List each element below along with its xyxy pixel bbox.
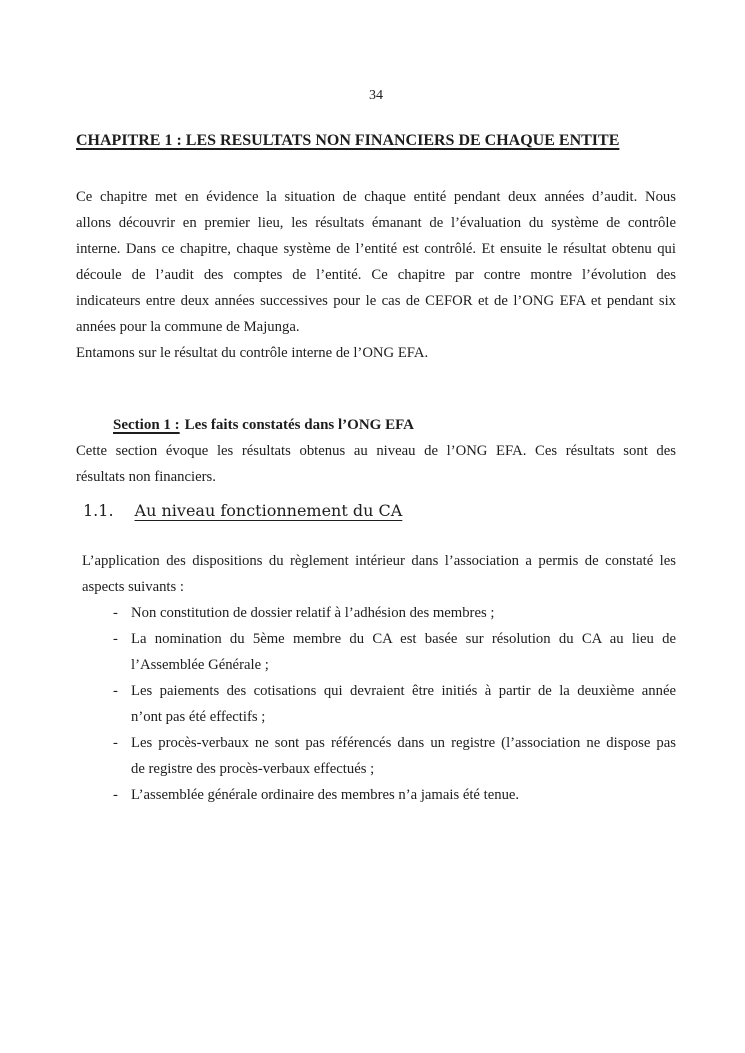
list-item-text bbox=[131, 600, 676, 626]
chapter-title-text: CHAPITRE 1 : LES RESULTATS NON FINANCIERS DE CHAQUE ENTITE bbox=[76, 132, 620, 149]
text-line: n’ont pas été effectifs ; bbox=[131, 709, 266, 725]
transition-paragraph: Entamons sur le résultat du contrôle interne de l’ONG EFA. bbox=[76, 345, 429, 361]
chapter-title bbox=[76, 131, 676, 151]
dash-bullet-marker: - bbox=[113, 787, 118, 803]
text-line: L’assemblée générale ordinaire des membres n’a jamais été tenue. bbox=[131, 787, 520, 803]
text-line: Cette section évoque les résultats obtenus au niveau de l’ONG EFA. Ces résultats sont des bbox=[76, 443, 676, 459]
text-line: l’Assemblée Générale ; bbox=[131, 657, 269, 673]
list-item-text bbox=[131, 730, 676, 782]
text-line: aspects suivants : bbox=[82, 579, 184, 595]
subsection-1-1-heading bbox=[76, 496, 676, 526]
list-item bbox=[76, 678, 676, 730]
page-number: 34 bbox=[369, 88, 383, 103]
text-line: de registre des procès-verbaux effectués ; bbox=[131, 761, 375, 777]
subsection-intro-paragraph bbox=[76, 548, 676, 600]
list-item bbox=[76, 730, 676, 782]
list-item bbox=[76, 600, 676, 626]
section1-label: Section 1 : bbox=[113, 417, 180, 433]
findings-list bbox=[76, 600, 676, 808]
text-line: interne. Dans ce chapitre, chaque système de l’entité est contrôlé. Et ensuite le résultat obtenu qui bbox=[76, 241, 676, 257]
list-item-text bbox=[131, 626, 676, 678]
text-line: Non constitution de dossier relatif à l’adhésion des membres ; bbox=[131, 605, 495, 621]
text-line: allons découvrir en premier lieu, les résultats émanant de l’évaluation du système de contrôle bbox=[76, 215, 676, 231]
text-line: années pour la commune de Majunga. bbox=[76, 319, 300, 335]
dash-bullet-marker: - bbox=[113, 605, 118, 621]
section1-paragraph bbox=[76, 438, 676, 490]
page-content bbox=[0, 88, 745, 808]
text-line: résultats non financiers. bbox=[76, 469, 216, 485]
section1-title: Les faits constatés dans l’ONG EFA bbox=[184, 417, 414, 433]
list-item-text bbox=[131, 782, 676, 808]
subsection-number: 1.1. bbox=[83, 501, 114, 520]
list-item bbox=[76, 782, 676, 808]
list-item-text bbox=[131, 678, 676, 730]
text-line: Ce chapitre met en évidence la situation de chaque entité pendant deux années d’audit. Nous bbox=[76, 189, 676, 205]
section1-heading bbox=[76, 412, 676, 438]
text-line: Les procès-verbaux ne sont pas référencés dans un registre (l’association ne dispose pas bbox=[131, 735, 676, 751]
dash-bullet-marker: - bbox=[113, 683, 118, 699]
text-line: découle de l’audit des comptes de l’entité. Ce chapitre par contre montre l’évolution des bbox=[76, 267, 676, 283]
text-line: La nomination du 5ème membre du CA est basée sur résolution du CA au lieu de bbox=[131, 631, 676, 647]
dash-bullet-marker: - bbox=[113, 631, 118, 647]
subsection-title: Au niveau fonctionnement du CA bbox=[134, 501, 403, 520]
text-line: indicateurs entre deux années successives pour le cas de CEFOR et de l’ONG EFA et pendant six bbox=[76, 293, 676, 309]
text-line: Les paiements des cotisations qui devraient être initiés à partir de la deuxième année bbox=[131, 683, 676, 699]
text-line: L’application des dispositions du règlement intérieur dans l’association a permis de constaté les bbox=[82, 553, 676, 569]
dash-bullet-marker: - bbox=[113, 735, 118, 751]
intro-paragraph bbox=[76, 184, 676, 340]
list-item bbox=[76, 626, 676, 678]
